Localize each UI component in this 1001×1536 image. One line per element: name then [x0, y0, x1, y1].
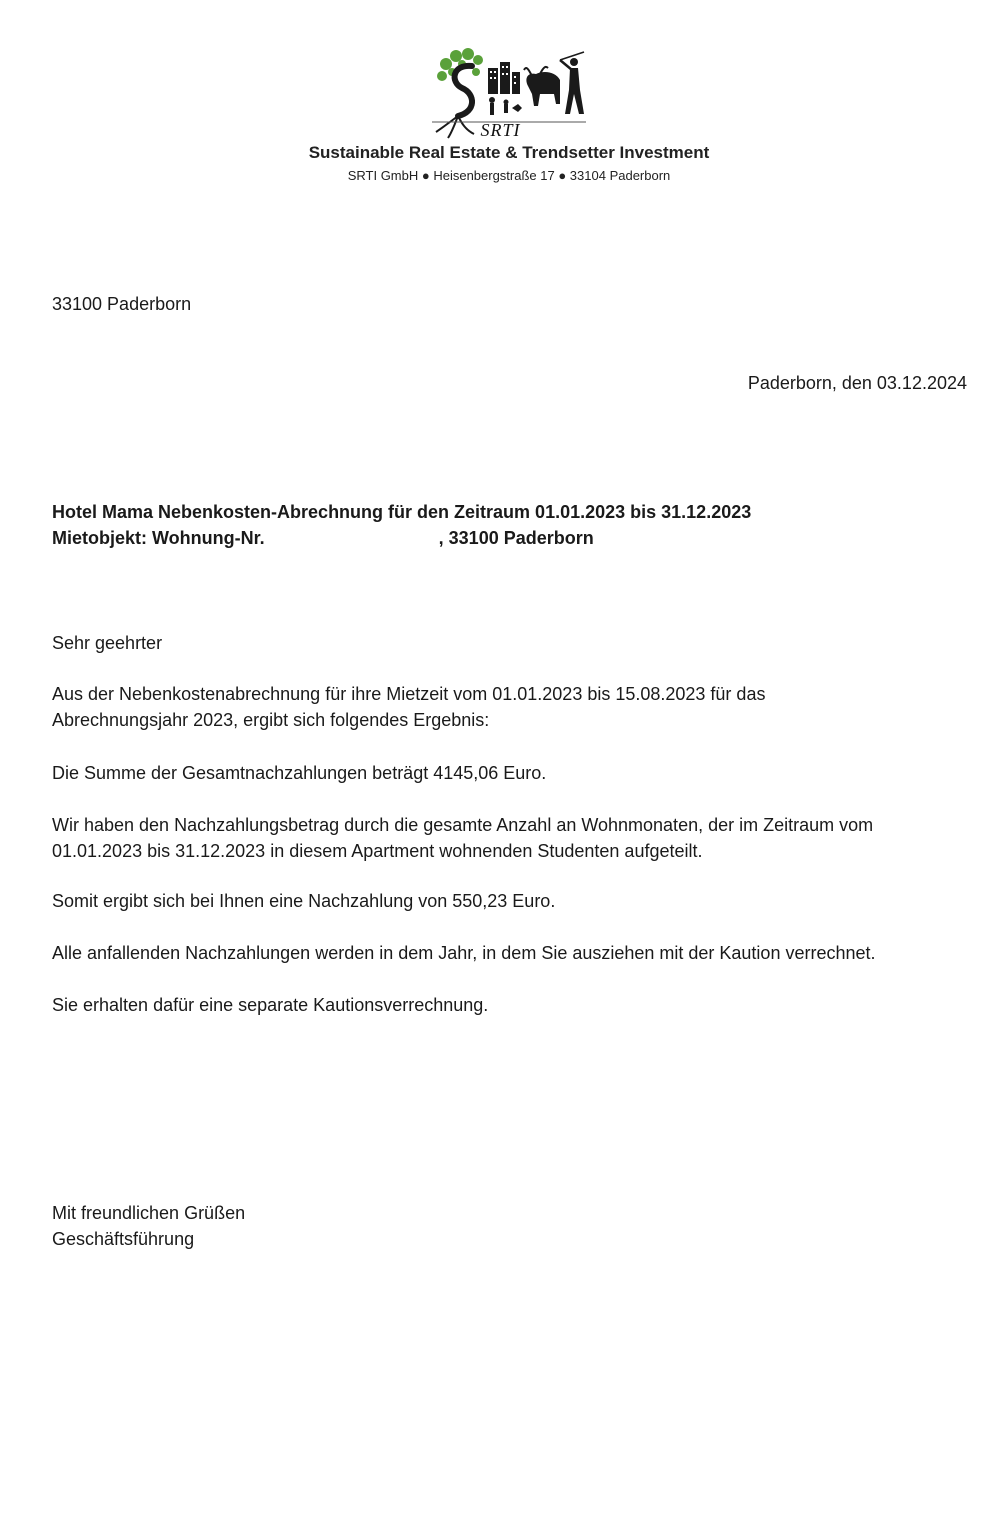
salutation: Sehr geehrter [52, 633, 163, 653]
paragraph-3-line-1: Wir haben den Nachzahlungsbetrag durch die gesamte Anzahl an Wohnmonaten, der im Zeitraum vom [52, 815, 874, 835]
paragraph-deposit: Alle anfallenden Nachzahlungen werden in dem Jahr, in dem Sie ausziehen mit der Kaution verrechnet. [52, 943, 876, 963]
closing-greeting: Mit freundlichen Grüßen [52, 1203, 246, 1223]
paragraph-separate-statement: Sie erhalten dafür eine separate Kautionsverrechnung. [52, 995, 489, 1015]
paragraph-3-line-2: 01.01.2023 bis 31.12.2023 in diesem Apartment wohnenden Studenten aufgeteilt. [52, 841, 703, 861]
subject-object-prefix: Mietobjekt: Wohnung-Nr. [52, 528, 265, 548]
paragraph-1-line-2: Abrechnungsjahr 2023, ergibt sich folgendes Ergebnis: [52, 710, 490, 730]
letter-date: Paderborn, den 03.12.2024 [747, 373, 967, 393]
subject-line-1: Hotel Mama Nebenkosten-Abrechnung für den Zeitraum 01.01.2023 bis 31.12.2023 [52, 502, 752, 522]
company-name: Sustainable Real Estate & Trendsetter Investment [308, 143, 710, 162]
paragraph-1-line-1: Aus der Nebenkostenabrechnung für ihre Mietzeit vom 01.01.2023 bis 15.08.2023 für das [52, 684, 766, 704]
recipient-city: 33100 Paderborn [52, 294, 192, 314]
logo-caption: SRTI [480, 120, 521, 140]
subject-line-2 [52, 525, 594, 551]
closing-signature: Geschäftsführung [52, 1229, 195, 1249]
company-address: SRTI GmbH ● Heisenbergstraße 17 ● 33104 Paderborn [347, 168, 671, 183]
subject-object-suffix: , 33100 Paderborn [438, 528, 594, 548]
paragraph-total: Die Summe der Gesamtnachzahlungen beträgt 4145,06 Euro. [52, 763, 547, 783]
paragraph-payment: Somit ergibt sich bei Ihnen eine Nachzahlung von 550,23 Euro. [52, 891, 556, 911]
